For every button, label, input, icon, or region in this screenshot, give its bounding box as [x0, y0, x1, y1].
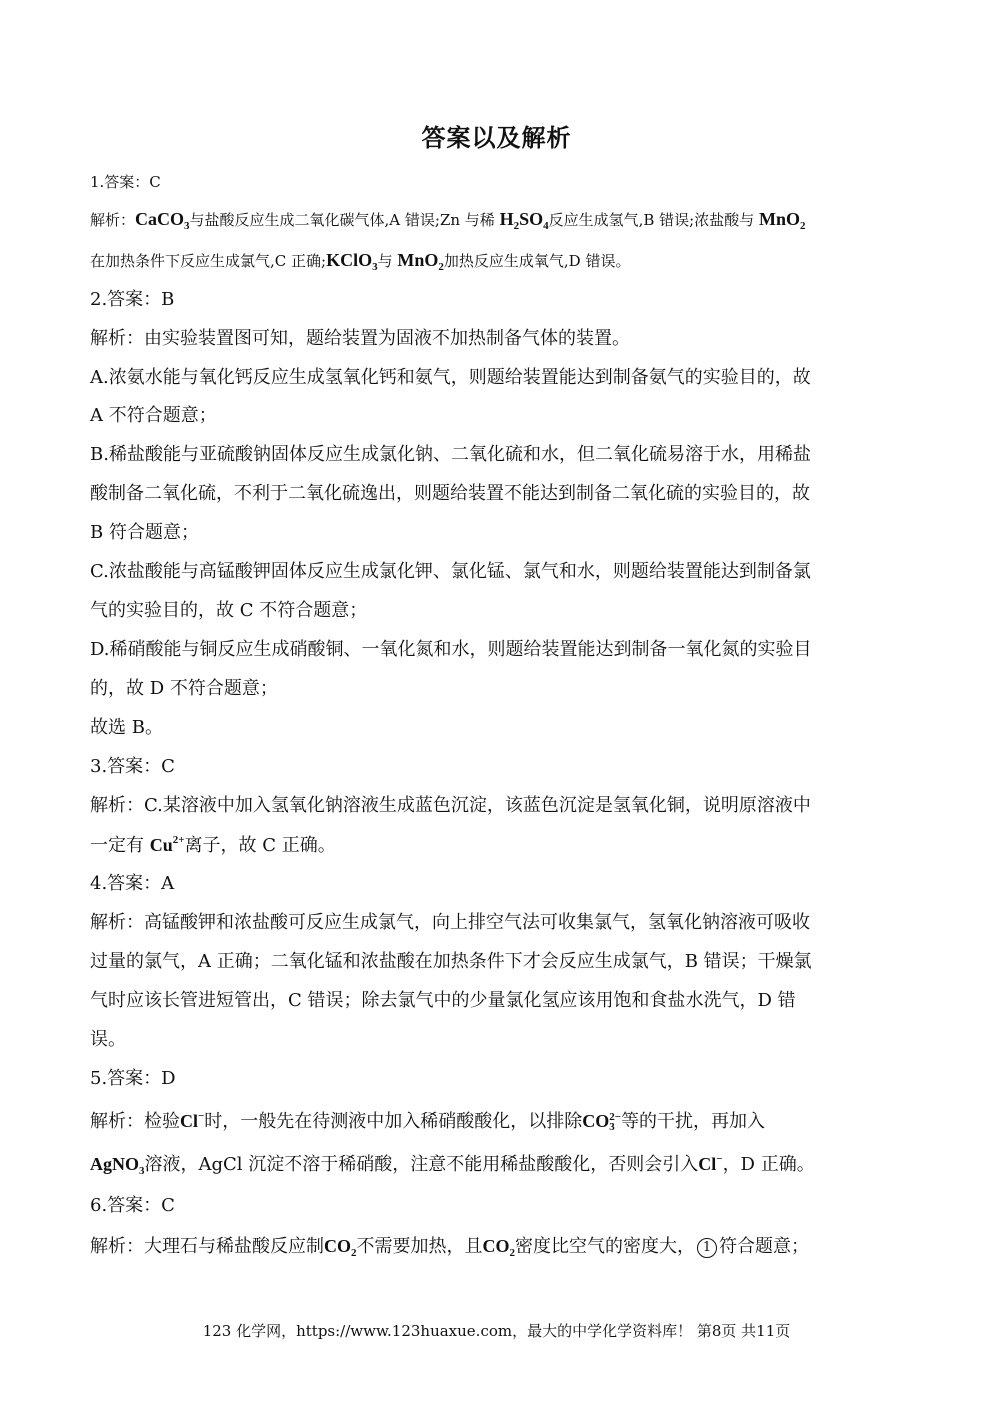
explanation-1-line-1: 解析：CaCO$_3$与盐酸反应生成二氧化碳气体,A 错误;Zn 与稀 $H_2SO_4$反应生成氢气,B 错误;浓盐酸与 MnO$_2$ — [90, 209, 806, 232]
explanation-2-line-6: B 符合题意； — [90, 522, 199, 543]
explanation-2-line-7: C.浓盐酸能与高锰酸钾固体反应生成氯化钾、氯化锰、氯气和水，则题给装置能达到制备氯 — [90, 561, 811, 582]
explanation-4-line-2: 过量的氯气，A 正确；二氧化锰和浓盐酸在加热条件下才会反应生成氯气，B 错误；干燥氯 — [90, 951, 812, 972]
explanation-2-line-1: 解析：由实验装置图可知，题给装置为固液不加热制备气体的装置。 — [90, 328, 630, 349]
explanation-3-line-2: 一定有 $Cu^{2+}$离子，故 C 正确。 — [90, 834, 336, 856]
formula-mno2: MnO$_2$ — [397, 250, 444, 273]
formula-caco3: CaCO$_3$ — [135, 209, 190, 232]
explanation-2-line-10: 的，故 D 不符合题意； — [90, 678, 278, 699]
formula-kclo3: KClO$_3$ — [326, 250, 378, 273]
explanation-2-line-11: 故选 B。 — [90, 717, 163, 738]
page-title: 答案以及解析 — [421, 123, 572, 152]
explanation-2-line-3: A 不符合题意； — [90, 405, 217, 426]
answer-2: 2.答案：B — [90, 289, 175, 310]
explanation-4-line-1: 解析：高锰酸钾和浓盐酸可反应生成氯气，向上排空气法可收集氯气，氢氧化钠溶液可吸收 — [90, 912, 810, 933]
explanation-2-line-8: 气的实验目的，故 C 不符合题意； — [90, 600, 368, 621]
explanation-5-line-1: 解析：检验Cl−时，一般先在待测液中加入稀硝酸酸化，以排除CO2− 3 等的干扰，再加入 — [90, 1110, 766, 1133]
formula-mno2: MnO$_2$ — [758, 209, 806, 232]
formula-co3-ion: CO2− 3 — [582, 1111, 622, 1133]
formula-co2: $CO_2$ — [482, 1236, 515, 1259]
explanation-2-line-2: A.浓氨水能与氧化钙反应生成氢氧化钙和氨气，则题给装置能达到制备氨气的实验目的，故 — [90, 367, 811, 388]
circled-number-1: 1 — [697, 1238, 717, 1258]
answer-5: 5.答案：D — [90, 1068, 176, 1089]
explanation-3-line-1: 解析：C.某溶液中加入氢氧化钠溶液生成蓝色沉淀，该蓝色沉淀是氢氧化铜，说明原溶液中 — [90, 795, 811, 816]
answer-1: 1.答案：C — [90, 173, 161, 191]
explanation-4-line-4: 误。 — [90, 1029, 126, 1050]
explanation-2-line-9: D.稀硝酸能与铜反应生成硝酸铜、一氧化氮和水，则题给装置能达到制备一氧化氮的实验目 — [90, 639, 812, 660]
formula-co2: $CO_2$ — [324, 1236, 357, 1259]
formula-cu2plus: $Cu^{2+}$ — [149, 834, 185, 855]
answer-3: 3.答案：C — [90, 756, 175, 777]
explanation-6-line-1: 解析：大理石与稀盐酸反应制$CO_2$不需要加热，且$CO_2$密度比空气的密度大， 1 符合题意； — [90, 1236, 809, 1259]
answer-4: 4.答案：A — [90, 873, 175, 894]
formula-h2so4: $H_2SO_4$ — [499, 209, 549, 232]
explanation-5-line-2: AgNO$_3$溶液，AgCl 沉淀不溶于稀硝酸，注意不能用稀盐酸酸化，否则会引入Cl−，D 正确。 — [90, 1153, 815, 1177]
formula-cl-ion: Cl− — [698, 1153, 723, 1174]
page-footer: 123 化学网，https://www.123huaxue.com，最大的中学化学资料库！ 第8页 共11页 — [202, 1322, 791, 1340]
explanation-1-line-2: 在加热条件下反应生成氯气,C 正确;KClO$_3$与 MnO$_2$加热反应生成氧气,D 错误。 — [90, 250, 631, 273]
answer-6: 6.答案：C — [90, 1195, 175, 1216]
explanation-2-line-4: B.稀盐酸能与亚硫酸钠固体反应生成氯化钠、二氧化硫和水，但二氧化硫易溶于水，用稀盐 — [90, 444, 811, 465]
explanation-2-line-5: 酸制备二氧化硫，不利于二氧化硫逸出，则题给装置不能达到制备二氧化硫的实验目的，故 — [90, 483, 810, 504]
formula-cl-ion: Cl− — [180, 1110, 205, 1131]
explanation-4-line-3: 气时应该长管进短管出，C 错误；除去氯气中的少量氯化氢应该用饱和食盐水洗气，D 错 — [90, 990, 796, 1011]
formula-agno3: AgNO$_3$ — [90, 1154, 145, 1177]
